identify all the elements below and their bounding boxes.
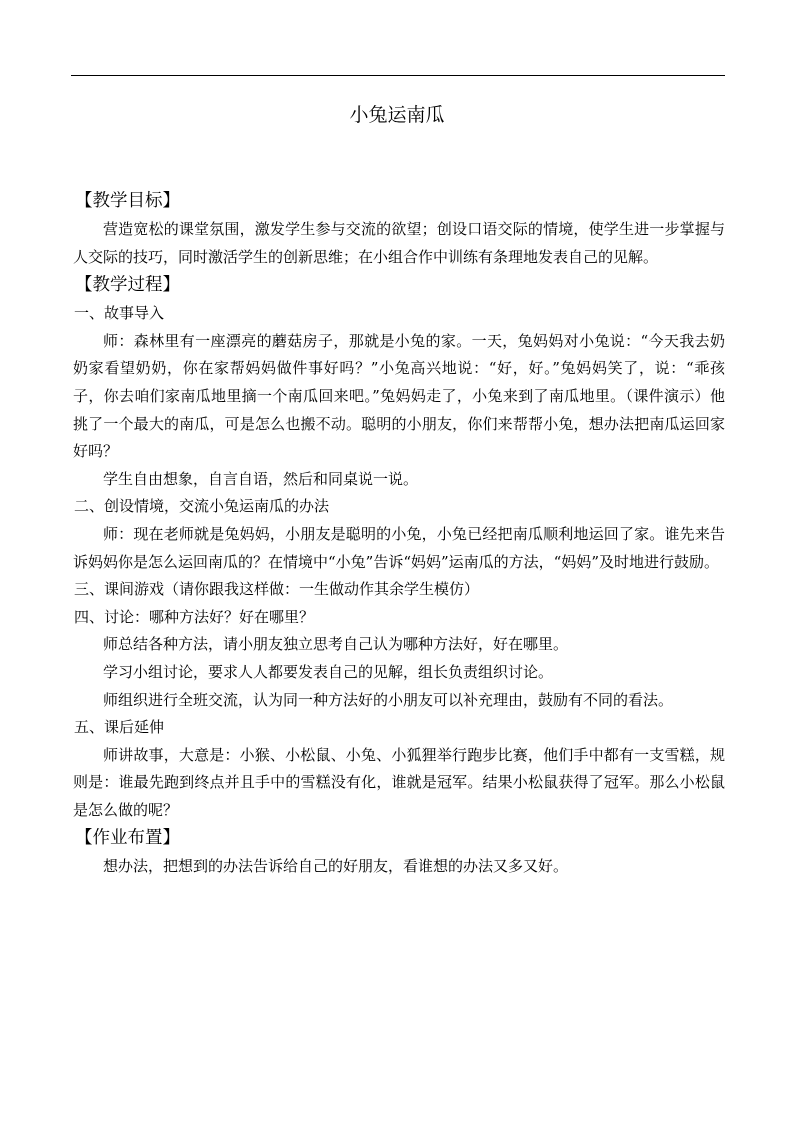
page-title: 小兔运南瓜 [349, 104, 445, 126]
document-body [73, 187, 725, 881]
objectives-text: 营造宽松的课堂氛围，激发学生参与交流的欲望；创设口语交际的情境，使学生进一步掌握与人交际的技巧，同时激活学生的创新思维；在小组合作中训练有条理地发表自己的见解。 [73, 220, 725, 266]
homework-text: 想办法，把想到的办法告诉给自己的好朋友，看谁想的办法又多又好。 [103, 857, 569, 876]
objectives-heading: 【教学目标】 [75, 191, 180, 211]
step4-paragraph-1: 师总结各种方法，请小朋友独立思考自己认为哪种方法好，好在哪里。 [103, 635, 569, 654]
step4-paragraph-3: 师组织进行全班交流，认为同一种方法好的小朋友可以补充理由，鼓励有不同的看法。 [103, 690, 674, 709]
step5-title: 五、课后延伸 [74, 718, 165, 737]
header-rule [71, 75, 725, 76]
step1-paragraph-1: 师：森林里有一座漂亮的蘑菇房子，那就是小兔的家。一天，兔妈妈对小兔说：“今天我去奶奶家看望奶奶，你在家帮妈妈做件事好吗？”小兔高兴地说：“好，好。”兔妈妈笑了，说：“乖孩子，你去咱们家南瓜地里摘一个南瓜回来吧。”兔妈妈走了，小兔来到了南瓜地里。（课件演示）他挑了一个最大的南瓜，可是怎么也搬不动。聪明的小朋友，你们来帮帮小兔，想办法把南瓜运回家好吗？ [73, 331, 725, 461]
step1-paragraph-2: 学生自由想象，自言自语，然后和同桌说一说。 [103, 469, 419, 488]
step5-paragraph-1: 师讲故事，大意是：小猴、小松鼠、小兔、小狐狸举行跑步比赛，他们手中都有一支雪糕，规则是：谁最先跑到终点并且手中的雪糕没有化，谁就是冠军。结果小松鼠获得了冠军。那么小松鼠是怎么做的呢？ [73, 745, 725, 819]
step3-title: 三、课间游戏（请你跟我这样做：一生做动作其余学生模仿） [74, 580, 480, 599]
process-heading: 【教学过程】 [75, 275, 180, 296]
step4-paragraph-2: 学习小组讨论，要求人人都要发表自己的见解，组长负责组织讨论。 [103, 662, 554, 681]
step2-paragraph-1: 师：现在老师就是兔妈妈，小朋友是聪明的小兔，小兔已经把南瓜顺利地运回了家。谁先来告诉妈妈你是怎么运回南瓜的？在情境中“小兔”告诉“妈妈”运南瓜的方法，“妈妈”及时地进行鼓励。 [73, 524, 725, 571]
step2-title: 二、创设情境，交流小兔运南瓜的办法 [74, 497, 330, 516]
homework-heading: 【作业布置】 [75, 828, 180, 849]
step1-title: 一、故事导入 [74, 304, 165, 323]
step4-title: 四、讨论：哪种方法好？好在哪里？ [74, 607, 315, 626]
